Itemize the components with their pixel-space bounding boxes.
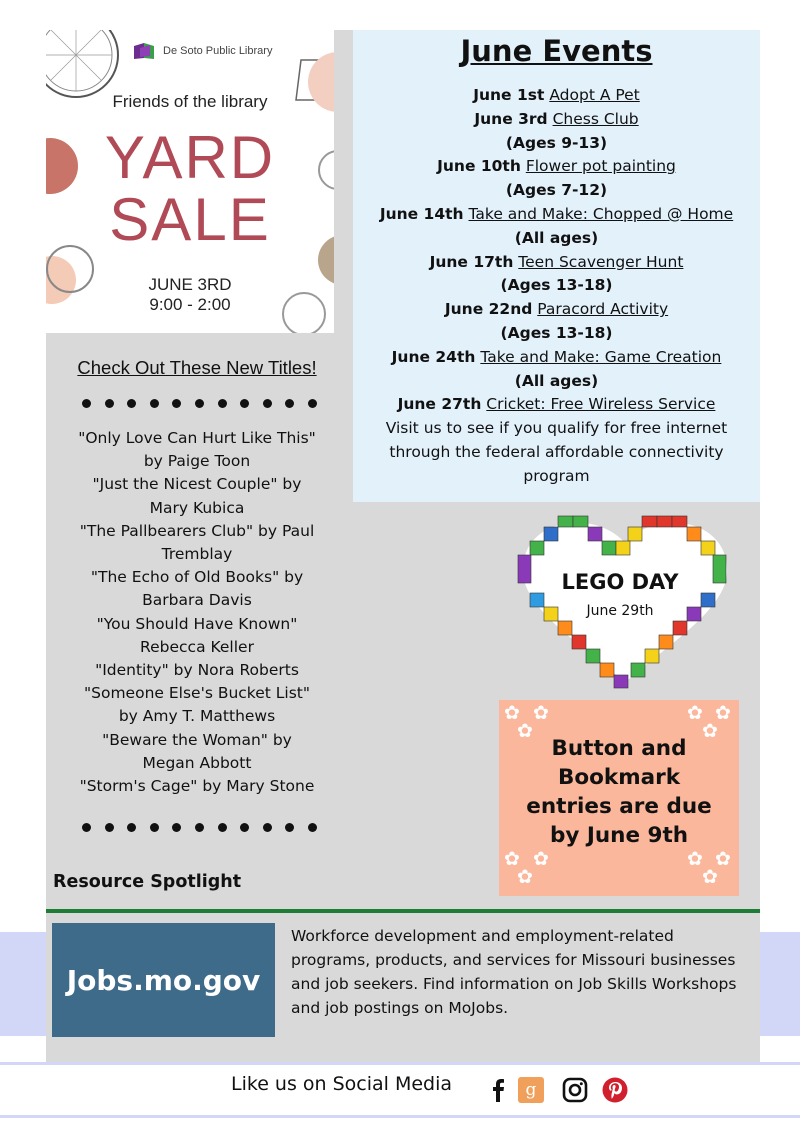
resource-spotlight-title: Resource Spotlight bbox=[53, 872, 242, 892]
title-line: Barbara Davis bbox=[142, 591, 252, 610]
dot-divider bbox=[82, 823, 317, 832]
jobs-mo-gov-logo[interactable] bbox=[52, 923, 275, 1037]
event-ages: (Ages 13-18) bbox=[500, 323, 613, 342]
event-link[interactable]: Take and Make: Chopped @ Home bbox=[468, 204, 734, 223]
flyer-subtitle: Friends of the library bbox=[112, 92, 268, 111]
flyer-title-yard: YARD bbox=[104, 124, 276, 191]
flower-icon: ✿ bbox=[533, 848, 549, 870]
event-date: June 22nd bbox=[444, 300, 533, 319]
event-link[interactable]: Flower pot painting bbox=[525, 157, 676, 176]
library-book-icon bbox=[132, 42, 158, 60]
event-ages: (Ages 13-18) bbox=[500, 276, 613, 295]
flyer-title-sale: SALE bbox=[109, 186, 271, 253]
flower-icon: ✿ bbox=[504, 702, 520, 724]
title-line: "Beware the Woman" by bbox=[102, 730, 292, 749]
goodreads-icon[interactable]: g bbox=[518, 1077, 544, 1103]
title-line: "Storm's Cage" by Mary Stone bbox=[79, 777, 315, 796]
flower-icon: ✿ bbox=[702, 720, 718, 742]
notice-line: Bookmark bbox=[557, 765, 681, 790]
event-date: June 3rd bbox=[474, 109, 548, 128]
event-date: June 10th bbox=[437, 157, 521, 176]
title-line: "The Echo of Old Books" by bbox=[90, 568, 304, 587]
social-media-text: Like us on Social Media bbox=[231, 1073, 453, 1095]
notice-line: Button and bbox=[551, 736, 687, 761]
title-line: "Only Love Can Hurt Like This" bbox=[78, 429, 316, 447]
event-ages: (Ages 7-12) bbox=[505, 181, 608, 200]
title-line: by Paige Toon bbox=[143, 452, 251, 471]
event-date: June 17th bbox=[429, 252, 514, 271]
library-logo bbox=[132, 42, 272, 60]
events-list bbox=[353, 84, 760, 489]
dot-divider bbox=[82, 399, 317, 408]
event-link[interactable]: Take and Make: Game Creation bbox=[480, 347, 722, 366]
library-name: De Soto Public Library bbox=[163, 45, 273, 57]
divider-line bbox=[0, 1062, 800, 1065]
june-events-panel bbox=[353, 30, 760, 502]
events-footer-text: Visit us to see if you qualify for free internet through the federal affordable connectivity program bbox=[385, 419, 728, 485]
event-item bbox=[353, 203, 760, 227]
title-line: Megan Abbott bbox=[142, 753, 252, 772]
flower-icon: ✿ bbox=[533, 702, 549, 724]
instagram-icon[interactable] bbox=[562, 1077, 588, 1103]
flyer-time: 9:00 - 2:00 bbox=[149, 295, 231, 314]
flower-icon: ✿ bbox=[715, 702, 731, 724]
event-item bbox=[353, 155, 760, 179]
event-item bbox=[353, 346, 760, 370]
title-line: Mary Kubica bbox=[149, 498, 245, 517]
event-date: June 27th bbox=[397, 395, 482, 414]
event-date: June 24th bbox=[391, 347, 476, 366]
title-line: by Amy T. Matthews bbox=[118, 707, 276, 726]
title-line: "Identity" by Nora Roberts bbox=[95, 661, 299, 680]
flyer-date: JUNE 3RD bbox=[148, 275, 232, 294]
title-line: "You Should Have Known" bbox=[96, 614, 298, 633]
title-line: "Just the Nicest Couple" by bbox=[92, 475, 302, 494]
event-ages: (Ages 9-13) bbox=[505, 133, 608, 152]
title-line: "The Pallbearers Club" by Paul bbox=[79, 521, 315, 540]
resource-description: Workforce development and employment-related programs, products, and services for Missouri businesses and job seekers. Find information on Job Skills Workshops and job postings on MoJobs. bbox=[291, 927, 737, 1017]
event-item bbox=[353, 108, 760, 132]
flower-icon: ✿ bbox=[517, 866, 533, 888]
event-date: June 14th bbox=[379, 204, 464, 223]
facebook-icon[interactable] bbox=[485, 1077, 511, 1103]
flower-icon: ✿ bbox=[687, 702, 703, 724]
divider-line bbox=[0, 1115, 800, 1118]
flower-icon: ✿ bbox=[504, 848, 520, 870]
event-date: June 1st bbox=[473, 86, 545, 104]
flower-icon: ✿ bbox=[517, 720, 533, 742]
event-item bbox=[353, 84, 760, 108]
contest-notice-text bbox=[499, 734, 739, 850]
new-titles-heading[interactable]: Check Out These New Titles! bbox=[77, 357, 317, 378]
flower-icon: ✿ bbox=[715, 848, 731, 870]
event-link[interactable]: Paracord Activity bbox=[537, 300, 669, 319]
flower-icon: ✿ bbox=[687, 848, 703, 870]
event-ages: (All ages) bbox=[514, 228, 599, 247]
event-item bbox=[353, 298, 760, 322]
event-link[interactable]: Chess Club bbox=[552, 109, 639, 128]
event-item bbox=[353, 251, 760, 275]
events-title: June Events bbox=[460, 34, 653, 68]
event-link[interactable]: Teen Scavenger Hunt bbox=[518, 252, 684, 271]
event-item bbox=[353, 393, 760, 417]
flower-icon: ✿ bbox=[702, 866, 718, 888]
section-divider bbox=[46, 909, 760, 913]
lego-day-title: LEGO DAY bbox=[561, 570, 679, 594]
yard-sale-flyer bbox=[46, 30, 334, 333]
notice-line: entries are due bbox=[526, 794, 712, 819]
notice-line: by June 9th bbox=[549, 823, 689, 848]
title-line: Rebecca Keller bbox=[140, 637, 254, 656]
flyer-datetime bbox=[46, 275, 334, 315]
new-titles-list bbox=[52, 427, 342, 798]
event-ages: (All ages) bbox=[514, 371, 599, 390]
event-link[interactable]: Adopt A Pet bbox=[549, 86, 640, 104]
jobs-logo-text: Jobs.mo.gov bbox=[66, 963, 261, 997]
lego-day-date: June 29th bbox=[586, 603, 654, 619]
lego-heart-graphic bbox=[515, 513, 735, 689]
event-link[interactable]: Cricket: Free Wireless Service bbox=[486, 395, 716, 414]
title-line: "Someone Else's Bucket List" bbox=[84, 684, 310, 703]
pinterest-icon[interactable] bbox=[602, 1077, 628, 1103]
title-line: Tremblay bbox=[161, 545, 233, 564]
